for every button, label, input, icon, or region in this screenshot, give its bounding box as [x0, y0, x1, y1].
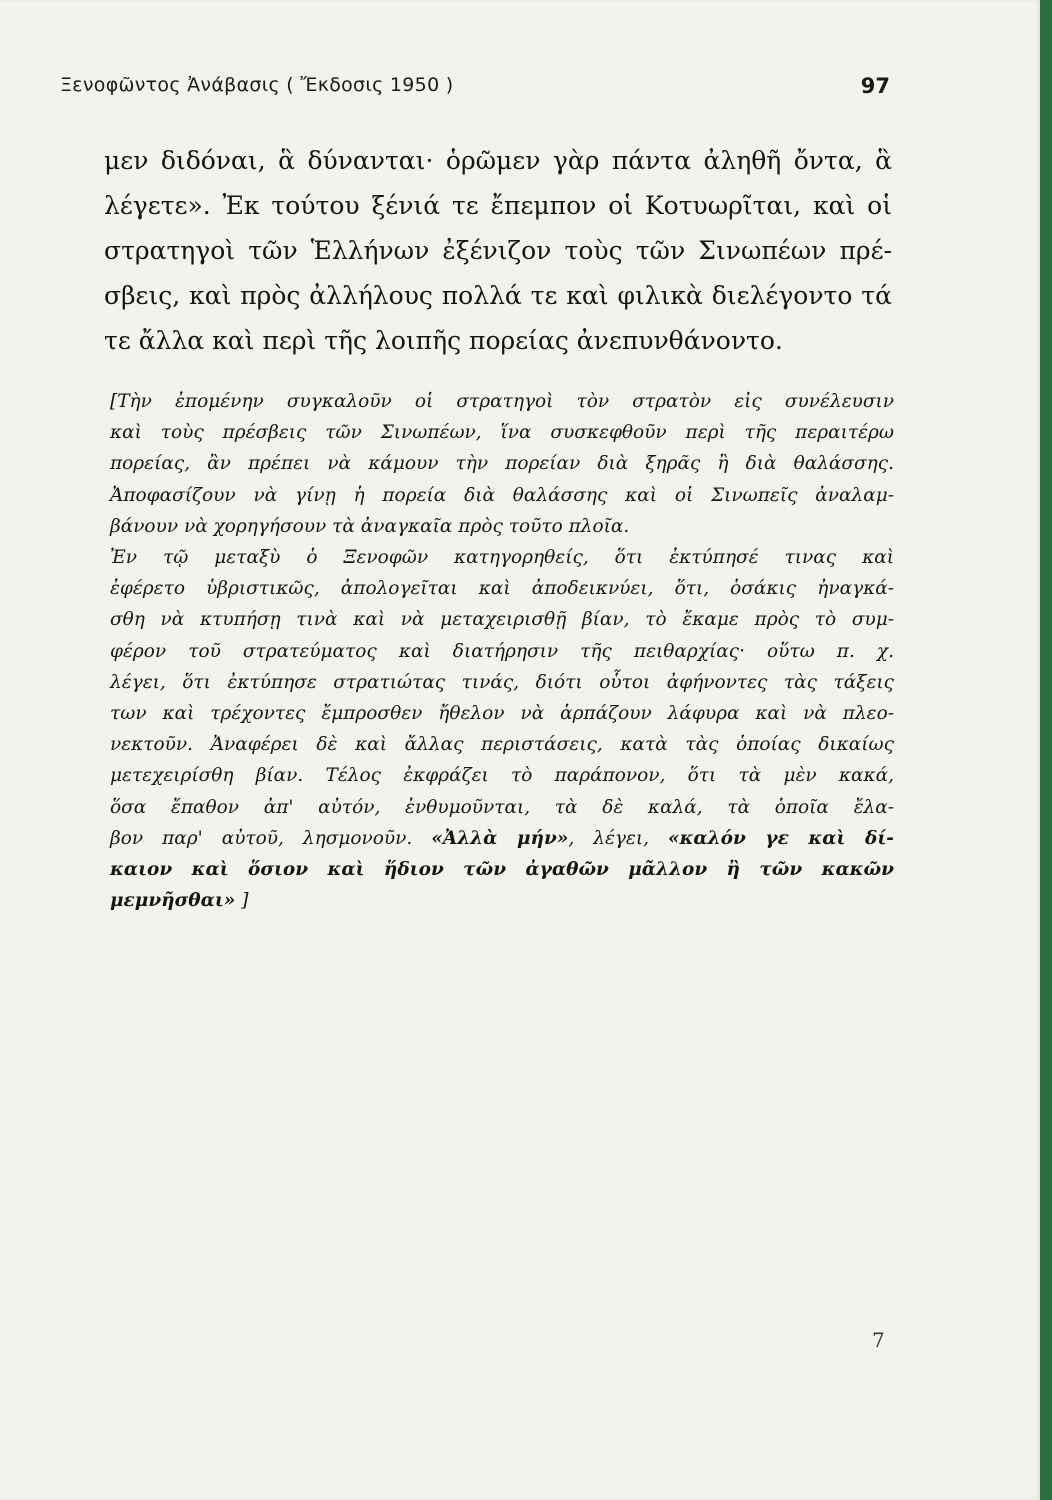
page-number: 97 — [860, 74, 890, 98]
main-text-line: τε ἄλλα καὶ περὶ τῆς λοιπῆς πορείας ἀνεπυνθάνοντο. — [104, 326, 783, 355]
note-text: , λέγει, — [568, 827, 668, 849]
note-line: καὶ τοὺς πρέσβεις τῶν Σινωπέων, ἵνα συσκεφθοῦν περὶ τῆς περαιτέρω — [110, 422, 894, 444]
note-line: βάνουν νὰ χορηγήσουν τὰ ἀναγκαῖα πρὸς τοῦτο πλοῖα. — [110, 515, 630, 537]
signature-mark: 7 — [872, 1328, 885, 1352]
main-text-line: στρατηγοὶ τῶν Ἑλλήνων ἐξένιζον τοὺς τῶν Σινωπέων πρέ- — [104, 236, 892, 265]
note-quote-bold: «Ἀλλὰ μήν» — [431, 827, 569, 849]
note-line: σθη νὰ κτυπήσῃ τινὰ καὶ νὰ μεταχειρισθῇ βίαν, τὸ ἔκαμε πρὸς τὸ συμ- — [110, 609, 894, 631]
note-line: ὅσα ἔπαθον ἀπ' αὐτόν, ἐνθυμοῦνται, τὰ δὲ καλά, τὰ ὁποῖα ἔλα- — [110, 796, 894, 818]
header-title: Ξενοφῶντος Ἀνάβασις ( Ἔκδοσις 1950 ) — [60, 74, 454, 96]
note-line: [Τὴν ἐπομένην συγκαλοῦν οἱ στρατηγοὶ τὸν στρατὸν εἰς συνέλευσιν — [110, 391, 894, 412]
note-line: πορείας, ἂν πρέπει νὰ κάμουν τὴν πορείαν διὰ ξηρᾶς ἢ διὰ θαλάσσης. — [110, 453, 894, 475]
summary-note — [110, 386, 894, 916]
note-quote-bold: «καλόν γε καὶ δί- — [668, 827, 894, 849]
note-line: ἐφέρετο ὑβριστικῶς, ἀπολογεῖται καὶ ἀποδεικνύει, ὅτι, ὁσάκις ἠναγκά- — [110, 578, 894, 600]
note-line-quote: καιον καὶ ὅσιον καὶ ἥδιον τῶν ἀγαθῶν μᾶλλον ἢ τῶν κακῶν — [110, 859, 894, 881]
note-text: βον παρ' αὐτοῦ, λησμονοῦν. — [110, 827, 432, 849]
note-line: των καὶ τρέχοντες ἔμπροσθεν ἤθελον νὰ ἁρπάζουν λάφυρα καὶ νὰ πλεο- — [110, 703, 894, 725]
main-text-line: λέγετε». Ἐκ τούτου ξένιά τε ἔπεμπον οἱ Κοτυωρῖται, καὶ οἱ — [104, 191, 892, 220]
main-text — [104, 138, 892, 363]
main-text-line: μεν διδόναι, ἃ δύνανται· ὁρῶμεν γὰρ πάντα ἀληθῆ ὄντα, ἃ — [104, 146, 892, 175]
note-line: νεκτοῦν. Ἀναφέρει δὲ καὶ ἄλλας περιστάσεις, κατὰ τὰς ὁποίας δικαίως — [110, 734, 894, 756]
running-header — [60, 74, 890, 104]
closing-bracket: ] — [235, 890, 249, 912]
note-line: φέρον τοῦ στρατεύματος καὶ διατήρησιν τῆς πειθαρχίας· οὕτω π. χ. — [110, 640, 894, 662]
note-line: Ἀποφασίζουν νὰ γίνῃ ἡ πορεία διὰ θαλάσσης καὶ οἱ Σινωπεῖς ἀναλαμ- — [110, 484, 894, 506]
note-line: Ἐν τῷ μεταξὺ ὁ Ξενοφῶν κατηγορηθείς, ὅτι ἐκτύπησέ τινας καὶ — [110, 547, 894, 569]
main-text-line: σβεις, καὶ πρὸς ἀλλήλους πολλά τε καὶ φιλικὰ διελέγοντο τά — [104, 281, 892, 310]
note-line-quote — [110, 823, 894, 854]
note-quote-bold: μεμνῆσθαι» — [110, 890, 236, 912]
note-line: μετεχειρίσθη βίαν. Τέλος ἐκφράζει τὸ παράπονον, ὅτι τὰ μὲν κακά, — [110, 765, 894, 787]
note-line: λέγει, ὅτι ἐκτύπησε στρατιώτας τινάς, διότι οὗτοι ἀφήνοντες τὰς τάξεις — [110, 671, 894, 693]
note-line-quote-end — [110, 885, 894, 916]
